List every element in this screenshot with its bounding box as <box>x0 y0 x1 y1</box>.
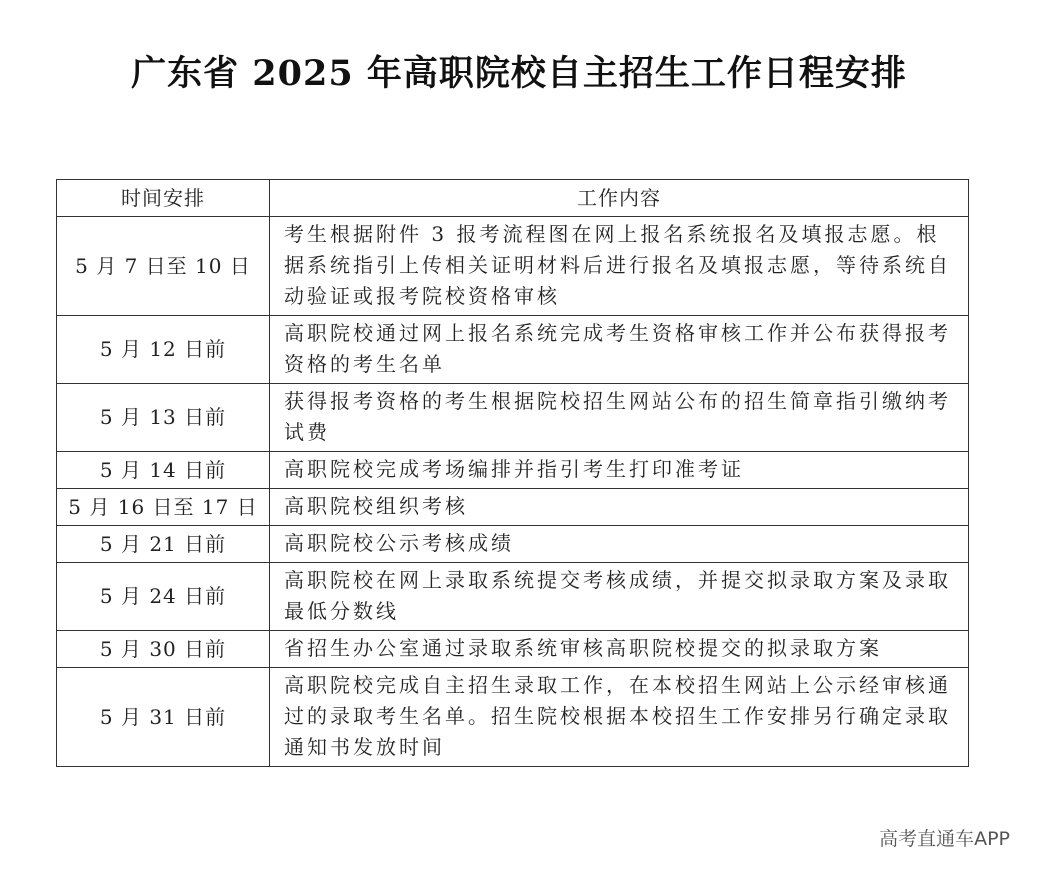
page-title: 广东省 2025 年高职院校自主招生工作日程安排 <box>131 53 907 94</box>
watermark-text: 高考直通车APP <box>879 828 1010 850</box>
time-cell: 5 月 16 日至 17 日 <box>57 489 270 526</box>
content-cell: 高职院校组织考核 <box>270 489 969 526</box>
schedule-table <box>56 179 969 767</box>
table-row <box>57 526 969 563</box>
time-cell: 5 月 31 日前 <box>57 668 270 767</box>
table-row <box>57 563 969 631</box>
time-cell: 5 月 14 日前 <box>57 452 270 489</box>
time-cell: 5 月 30 日前 <box>57 631 270 668</box>
content-cell: 获得报考资格的考生根据院校招生网站公布的招生简章指引缴纳考试费 <box>270 384 969 452</box>
content-cell: 省招生办公室通过录取系统审核高职院校提交的拟录取方案 <box>270 631 969 668</box>
content-cell: 高职院校完成考场编排并指引考生打印准考证 <box>270 452 969 489</box>
table-row <box>57 384 969 452</box>
time-cell: 5 月 13 日前 <box>57 384 270 452</box>
time-cell: 5 月 12 日前 <box>57 316 270 384</box>
content-cell: 高职院校完成自主招生录取工作，在本校招生网站上公示经审核通过的录取考生名单。招生院校根据本校招生工作安排另行确定录取通知书发放时间 <box>270 668 969 767</box>
time-cell: 5 月 21 日前 <box>57 526 270 563</box>
table-row <box>57 489 969 526</box>
table-row <box>57 452 969 489</box>
time-cell: 5 月 7 日至 10 日 <box>57 217 270 316</box>
column-header-time: 时间安排 <box>57 180 270 217</box>
column-header-content: 工作内容 <box>270 180 969 217</box>
table-header-row <box>57 180 969 217</box>
table-row <box>57 217 969 316</box>
table-row <box>57 316 969 384</box>
content-cell: 高职院校公示考核成绩 <box>270 526 969 563</box>
table-row <box>57 631 969 668</box>
time-cell: 5 月 24 日前 <box>57 563 270 631</box>
content-cell: 高职院校在网上录取系统提交考核成绩，并提交拟录取方案及录取最低分数线 <box>270 563 969 631</box>
content-cell: 考生根据附件 3 报考流程图在网上报名系统报名及填报志愿。根据系统指引上传相关证明材料后进行报名及填报志愿，等待系统自动验证或报考院校资格审核 <box>270 217 969 316</box>
content-cell: 高职院校通过网上报名系统完成考生资格审核工作并公布获得报考资格的考生名单 <box>270 316 969 384</box>
table-row <box>57 668 969 767</box>
